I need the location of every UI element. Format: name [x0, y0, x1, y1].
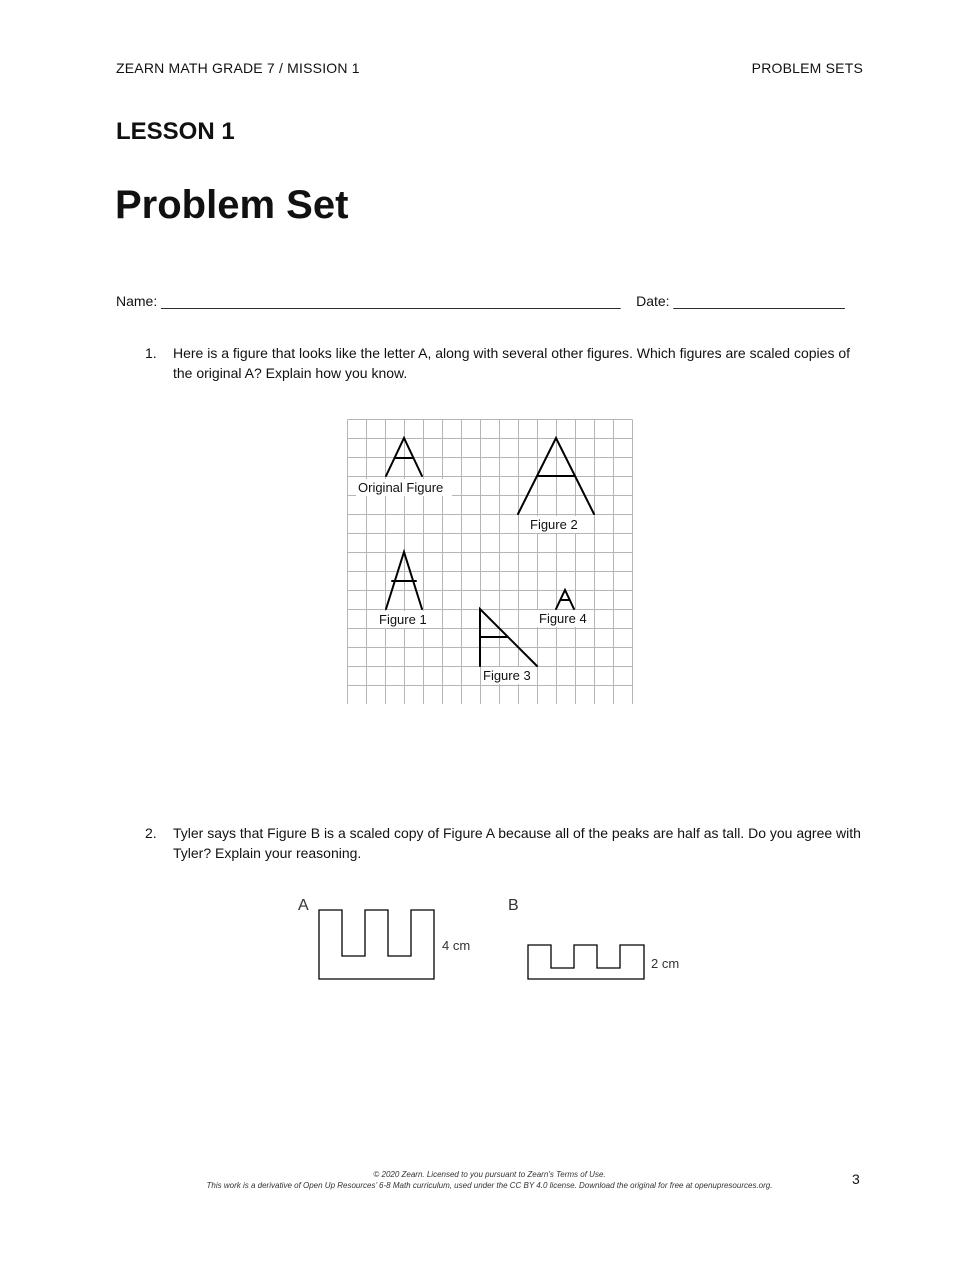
question-number: 2.	[145, 825, 157, 841]
date-label: Date:	[636, 293, 670, 309]
figure-b-shape	[528, 945, 644, 979]
footer-license: This work is a derivative of Open Up Resources’ 6-8 Math curriculum, used under the CC BY 4.0 license. Download the original for free at openupresources.org.	[206, 1181, 773, 1190]
header-left: ZEARN MATH GRADE 7 / MISSION 1	[116, 60, 360, 76]
label-figure-3: Figure 3	[483, 668, 531, 683]
name-blank[interactable]: ___________________________________________________________	[161, 293, 621, 309]
label-figure-4: Figure 4	[539, 611, 587, 626]
figure-b-height: 2 cm	[651, 956, 680, 971]
figure-a-shape	[319, 910, 434, 979]
grid	[348, 420, 633, 705]
question-text: Tyler says that Figure B is a scaled copy of Figure A because all of the peaks are half as tall. Do you agree with Tyler? Explain your reasoning.	[173, 825, 861, 861]
name-date-row	[116, 293, 845, 309]
page-number: 3	[852, 1171, 860, 1187]
label-figure-1: Figure 1	[379, 612, 427, 627]
letter-a-grid-figure	[347, 419, 633, 704]
footer	[0, 1169, 979, 1191]
label-original-figure: Original Figure	[358, 480, 444, 495]
date-blank[interactable]: ______________________	[673, 293, 845, 309]
figure-b-label: B	[508, 897, 519, 914]
castle-figures	[290, 892, 700, 987]
figure-4-shape	[556, 590, 574, 609]
question-text: Here is a figure that looks like the letter A, along with several other figures. Which figures are scaled copies of the original A? Explain how you know.	[173, 345, 851, 381]
figure-a-label: A	[298, 897, 309, 914]
header-right: PROBLEM SETS	[751, 60, 863, 76]
question-number: 1.	[145, 345, 157, 361]
name-label: Name:	[116, 293, 158, 309]
label-figure-2: Figure 2	[530, 517, 578, 532]
figure-a-height: 4 cm	[442, 938, 471, 953]
figure-3-shape	[480, 609, 537, 666]
page-title: Problem Set	[115, 183, 349, 227]
lesson-heading: LESSON 1	[116, 118, 235, 145]
footer-copyright: © 2020 Zearn. Licensed to you pursuant to Zearn’s Terms of Use.	[373, 1170, 606, 1179]
